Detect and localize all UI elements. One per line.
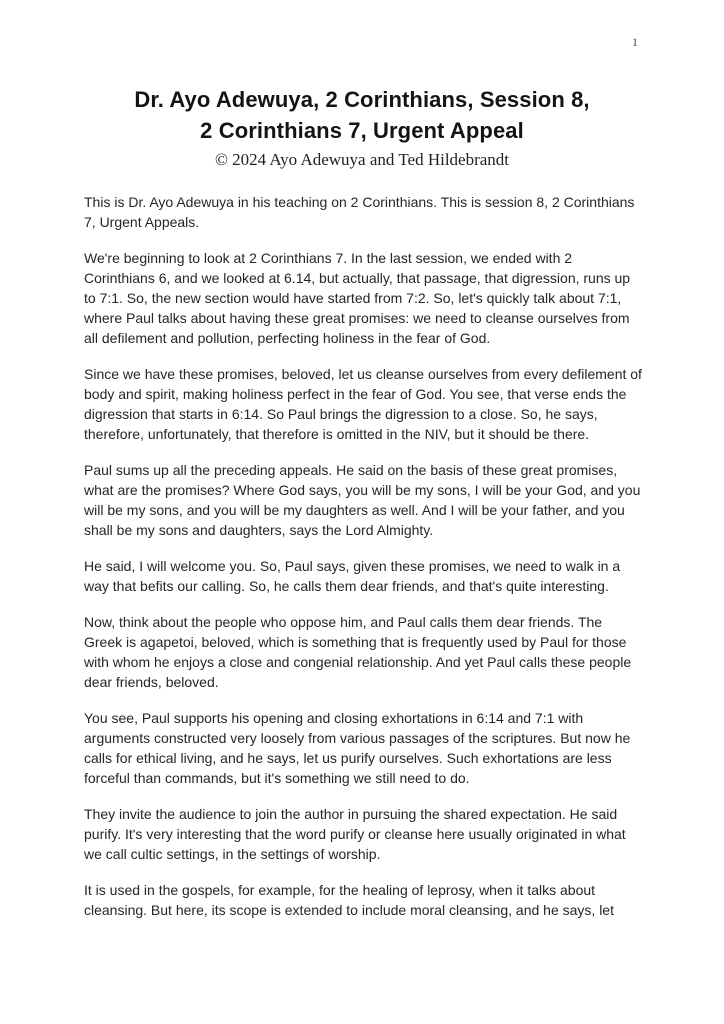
body-paragraph: This is Dr. Ayo Adewuya in his teaching on 2 Corinthians. This is session 8, 2 Corinthians 7, Urgent Appeals. (84, 194, 635, 230)
title-line-2: 2 Corinthians 7, Urgent Appeal (200, 118, 524, 143)
title-line-1: Dr. Ayo Adewuya, 2 Corinthians, Session 8, (134, 87, 590, 112)
body-paragraph: Paul sums up all the preceding appeals. He said on the basis of these great promises, what are the promises? Where God says, you will be my sons, I will be your God, and you will be my sons, and you will be my daughters as well. And I will be your father, and you shall be my sons and daughters, says the Lord Almighty. (84, 462, 641, 538)
page-number: 1 (632, 35, 638, 49)
body-paragraph: Now, think about the people who oppose him, and Paul calls them dear friends. The Greek is agapetoi, beloved, which is something that is frequently used by Paul for those with whom he enjoys a close and congenial relationship. And yet Paul calls these people dear friends, beloved. (84, 614, 632, 690)
body-paragraph: It is used in the gospels, for example, for the healing of leprosy, when it talks about cleansing. But here, its scope is extended to include moral cleansing, and he says, let (84, 882, 614, 918)
document-title (84, 84, 640, 146)
document-header (0, 0, 724, 171)
body-paragraph: Since we have these promises, beloved, let us cleanse ourselves from every defilement of body and spirit, making holiness perfect in the fear of God. You see, that verse ends the digression that starts in 6:14. So Paul brings the digression to a close. So, he says, therefore, unfortunately, that therefore is omitted in the NIV, but it should be there. (84, 366, 642, 442)
body-paragraph: You see, Paul supports his opening and closing exhortations in 6:14 and 7:1 with arguments constructed very loosely from various passages of the scriptures. But now he calls for ethical living, and he says, let us purify ourselves. Such exhortations are less forceful than commands, but it's something we still need to do. (84, 710, 631, 786)
body-paragraph: They invite the audience to join the author in pursuing the shared expectation. He said purify. It's very interesting that the word purify or cleanse here usually originated in what we call cultic settings, in the settings of worship. (84, 806, 626, 862)
document-body (0, 171, 724, 920)
body-paragraph: He said, I will welcome you. So, Paul says, given these promises, we need to walk in a way that befits our calling. So, he calls them dear friends, and that's quite interesting. (84, 558, 621, 594)
body-paragraph: We're beginning to look at 2 Corinthians 7. In the last session, we ended with 2 Corinthians 6, and we looked at 6.14, but actually, that passage, that digression, runs up to 7:1. So, the new section would have started from 7:2. So, let's quickly talk about 7:1, where Paul talks about having these great promises: we need to cleanse ourselves from all defilement and pollution, perfecting holiness in the fear of God. (84, 250, 631, 346)
copyright-line: © 2024 Ayo Adewuya and Ted Hildebrandt (214, 150, 510, 169)
